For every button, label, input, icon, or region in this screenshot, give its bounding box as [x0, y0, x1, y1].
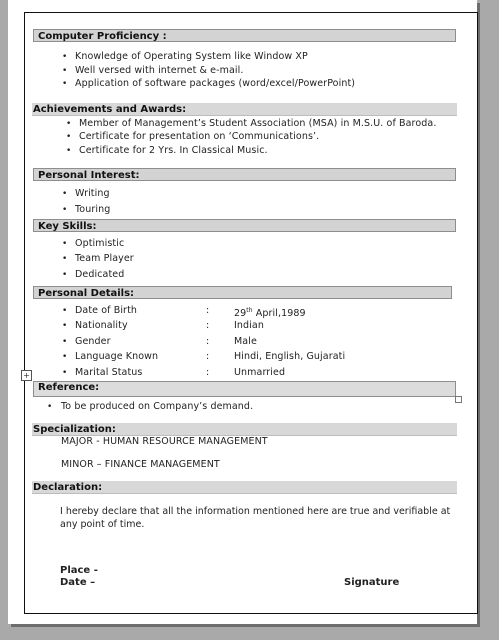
bullet-icon: •: [62, 79, 68, 89]
dob-month-year: April,1989: [255, 308, 306, 320]
list-item: Knowledge of Operating System like Window XP: [75, 51, 308, 62]
bullet-icon: •: [62, 337, 68, 347]
list-item: Touring: [75, 204, 111, 215]
bullet-icon: •: [62, 368, 68, 378]
table-resize-handle-icon[interactable]: [455, 396, 462, 403]
bullet-icon: •: [62, 239, 68, 249]
detail-value: Unmarried: [234, 367, 286, 378]
bullet-icon: •: [62, 205, 68, 215]
bullet-icon: •: [66, 132, 72, 142]
signature-label: Signature: [344, 577, 400, 588]
list-item: Well versed with internet & e-mail.: [75, 65, 244, 76]
reference-header: Reference:: [33, 381, 456, 397]
list-item: Certificate for presentation on ‘Communications’.: [79, 131, 320, 142]
list-item: To be produced on Company’s demand.: [61, 401, 254, 412]
detail-separator: :: [206, 351, 210, 362]
personal-details-header: Personal Details:: [33, 286, 452, 299]
dob-day: 29: [234, 308, 247, 320]
major-specialization: MAJOR - HUMAN RESOURCE MANAGEMENT: [61, 436, 268, 447]
detail-value: Hindi, English, Gujarati: [234, 351, 346, 362]
bullet-icon: •: [62, 254, 68, 264]
specialization-header: Specialization:: [32, 423, 457, 436]
bullet-icon: •: [66, 119, 72, 129]
detail-value: [234, 305, 306, 320]
bullet-icon: •: [47, 402, 53, 412]
detail-separator: :: [206, 367, 210, 378]
computer-proficiency-header: Computer Proficiency :: [33, 29, 456, 42]
detail-label: Gender: [75, 336, 111, 347]
dob-suffix: th: [246, 307, 253, 314]
table-move-handle-icon[interactable]: +: [21, 370, 32, 381]
minor-specialization: MINOR – FINANCE MANAGEMENT: [61, 459, 220, 470]
detail-label: Date of Birth: [75, 305, 138, 316]
detail-value: Male: [234, 336, 257, 347]
bullet-icon: •: [62, 52, 68, 62]
list-item: Member of Management’s Student Association (MSA) in M.S.U. of Baroda.: [79, 118, 437, 129]
list-item: Dedicated: [75, 269, 125, 280]
detail-label: Nationality: [75, 320, 128, 331]
achievements-header: Achievements and Awards:: [32, 103, 457, 116]
list-item: Certificate for 2 Yrs. In Classical Music.: [79, 145, 268, 156]
list-item: Application of software packages (word/excel/PowerPoint): [75, 78, 356, 89]
detail-value: Indian: [234, 320, 264, 331]
detail-separator: :: [206, 336, 210, 347]
declaration-header: Declaration:: [32, 481, 457, 494]
bullet-icon: •: [62, 321, 68, 331]
list-item: Writing: [75, 188, 110, 199]
detail-label: Marital Status: [75, 367, 143, 378]
bullet-icon: •: [62, 352, 68, 362]
list-item: Team Player: [75, 253, 134, 264]
bullet-icon: •: [66, 146, 72, 156]
detail-separator: :: [206, 320, 210, 331]
detail-separator: :: [206, 305, 210, 316]
key-skills-header: Key Skills:: [33, 219, 456, 232]
bullet-icon: •: [62, 270, 68, 280]
bullet-icon: •: [62, 66, 68, 76]
date-label: Date –: [60, 577, 96, 588]
personal-interest-header: Personal Interest:: [33, 168, 456, 181]
list-item: Optimistic: [75, 238, 125, 249]
declaration-text: I hereby declare that all the information mentioned here are true and verifiable at any point of time.: [60, 506, 451, 530]
place-label: Place -: [60, 565, 98, 576]
bullet-icon: •: [62, 189, 68, 199]
bullet-icon: •: [62, 306, 68, 316]
detail-label: Language Known: [75, 351, 159, 362]
